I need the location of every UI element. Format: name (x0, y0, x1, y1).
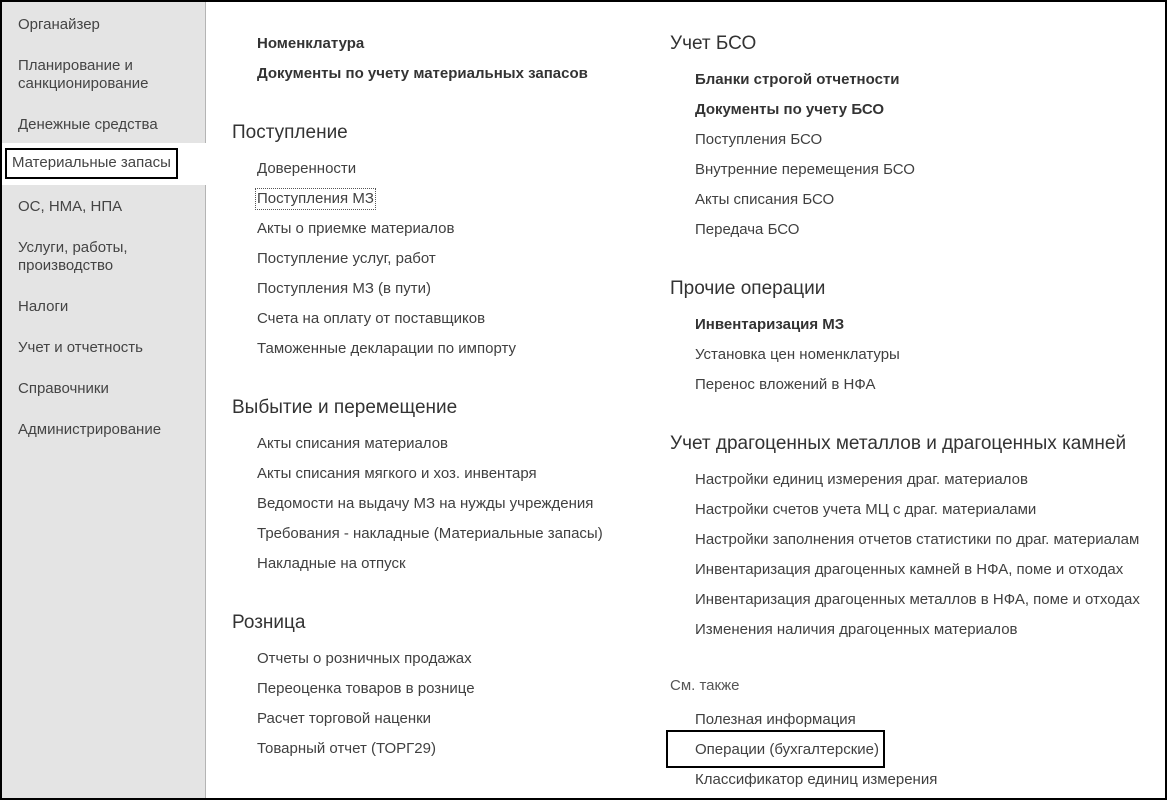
link-precious-stones-inventory[interactable]: Инвентаризация драгоценных камней в НФА, поме и отходах (695, 561, 1124, 578)
sidebar (2, 2, 206, 798)
link-useful-info[interactable]: Полезная информация (695, 711, 856, 728)
link-inventory-documents[interactable]: Документы по учету материальных запасов (257, 65, 588, 82)
link-retail-sales-reports[interactable]: Отчеты о розничных продажах (257, 650, 472, 667)
link-units-classifier[interactable]: Классификатор единиц измерения (695, 771, 938, 788)
sidebar-item-planning[interactable]: Планирование и санкционирование (18, 57, 149, 92)
link-bso-write-off[interactable]: Акты списания БСО (695, 191, 835, 208)
link-bso-internal-transfers[interactable]: Внутренние перемещения БСО (695, 161, 915, 178)
link-price-setting[interactable]: Установка цен номенклатуры (695, 346, 900, 363)
link-bso-receipts[interactable]: Поступления БСО (695, 131, 823, 148)
link-bso-transfer[interactable]: Передача БСО (695, 221, 800, 238)
link-nomenclature[interactable]: Номенклатура (257, 35, 365, 52)
sidebar-item-administration[interactable]: Администрирование (18, 421, 162, 438)
link-mz-inventory-count[interactable]: Инвентаризация МЗ (695, 316, 845, 333)
link-accounting-operations[interactable]: Операции (бухгалтерские) (695, 741, 879, 758)
link-precious-changes[interactable]: Изменения наличия драгоценных материалов (695, 621, 1018, 638)
link-material-write-off[interactable]: Акты списания материалов (257, 435, 449, 452)
see-also-title: См. также (670, 677, 740, 694)
link-torg29-report[interactable]: Товарный отчет (ТОРГ29) (257, 740, 436, 757)
link-supplier-invoices[interactable]: Счета на оплату от поставщиков (257, 310, 486, 327)
section-title-precious: Учет драгоценных металлов и драгоценных камней (670, 433, 1127, 454)
link-precious-metals-inventory[interactable]: Инвентаризация драгоценных металлов в НФА, поме и отходах (695, 591, 1140, 608)
sidebar-item-inventory[interactable]: Материальные запасы (2, 143, 206, 185)
link-powers-of-attorney[interactable]: Доверенности (257, 160, 357, 177)
link-customs-declarations[interactable]: Таможенные декларации по импорту (257, 340, 517, 357)
link-precious-accounts[interactable]: Настройки счетов учета МЦ с драг. материалами (695, 501, 1037, 518)
link-services-receipt[interactable]: Поступление услуг, работ (257, 250, 436, 267)
link-nfa-transfer[interactable]: Перенос вложений в НФА (695, 376, 876, 393)
link-markup-calculation[interactable]: Расчет торговой наценки (257, 710, 432, 727)
link-precious-statistics[interactable]: Настройки заполнения отчетов статистики по драг. материалам (695, 531, 1140, 548)
sidebar-item-organizer[interactable]: Органайзер (18, 16, 100, 33)
sidebar-item-taxes[interactable]: Налоги (18, 298, 69, 315)
sidebar-item-services[interactable]: Услуги, работы, производство (18, 239, 128, 274)
link-release-invoices[interactable]: Накладные на отпуск (257, 555, 406, 572)
section-title-bso: Учет БСО (670, 33, 757, 54)
sidebar-item-fixed-assets[interactable]: ОС, НМА, НПА (18, 198, 123, 215)
content-area (206, 2, 1165, 798)
link-issue-statements[interactable]: Ведомости на выдачу МЗ на нужды учреждения (257, 495, 594, 512)
link-strict-forms[interactable]: Бланки строгой отчетности (695, 71, 900, 88)
link-requisitions[interactable]: Требования - накладные (Материальные запасы) (257, 525, 603, 542)
sidebar-item-directories[interactable]: Справочники (18, 380, 109, 397)
section-title-receipt: Поступление (232, 122, 348, 143)
sidebar-item-reporting[interactable]: Учет и отчетность (18, 339, 143, 356)
link-soft-inventory-write-off[interactable]: Акты списания мягкого и хоз. инвентаря (257, 465, 537, 482)
link-retail-revaluation[interactable]: Переоценка товаров в рознице (257, 680, 475, 697)
link-material-acceptance-acts[interactable]: Акты о приемке материалов (257, 220, 455, 237)
link-precious-units[interactable]: Настройки единиц измерения драг. материалов (695, 471, 1028, 488)
sidebar-item-money[interactable]: Денежные средства (18, 116, 158, 133)
section-title-other-operations: Прочие операции (670, 278, 826, 299)
section-title-retail: Розница (232, 612, 306, 633)
link-bso-documents[interactable]: Документы по учету БСО (695, 101, 885, 118)
link-mz-in-transit[interactable]: Поступления МЗ (в пути) (257, 280, 432, 297)
section-title-disposal: Выбытие и перемещение (232, 397, 458, 418)
link-mz-receipts[interactable]: Поступления МЗ (257, 190, 374, 207)
